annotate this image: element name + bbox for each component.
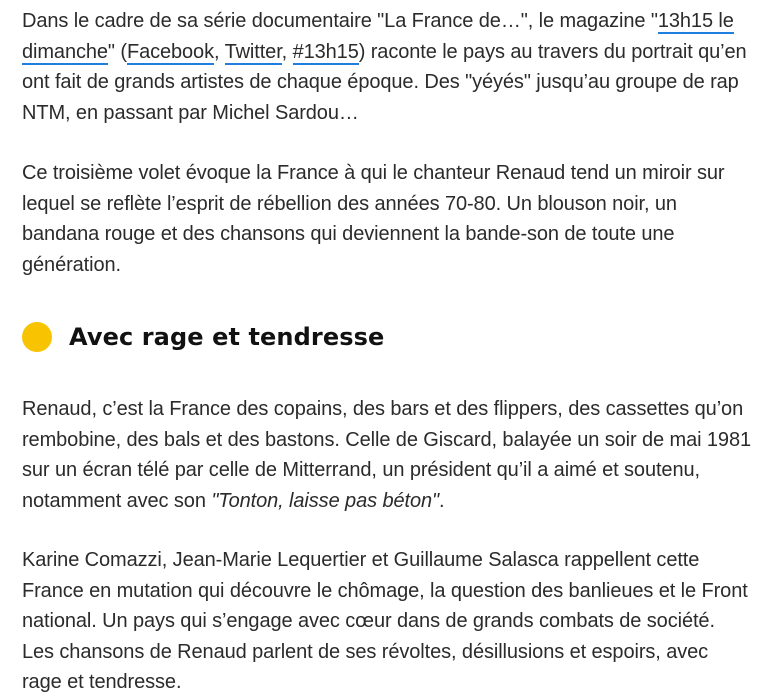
intro-paragraph: [22, 6, 752, 128]
intro-text-5: ) raconte le pays au travers du portrait qu’en ont fait de grands artistes de chaque époque. Des "yéyés" jusqu’au groupe de rap NTM, en passant par Michel Sardou…: [22, 40, 747, 124]
hashtag-link[interactable]: #13h15: [292, 40, 359, 63]
twitter-link[interactable]: Twitter: [224, 40, 282, 63]
paragraph-end: .: [439, 489, 445, 512]
intro-text-1: Dans le cadre de sa série documentaire "La France de…", le magazine ": [22, 10, 658, 32]
credits-paragraph: Karine Comazzi, Jean-Marie Lequertier et Guillaume Salasca rappellent cette France en mutation qui découvre le chômage, la question des banlieues et le Front national. Un pays qui s’engage avec cœur dans de grands combats de société. Les chansons de Renaud parlent de ses révoltes, désillusions et espoirs, avec rage et tendresse.: [22, 549, 748, 693]
intro-text-3: ,: [214, 40, 225, 63]
intro-text-4: ,: [281, 40, 293, 63]
intro-text-2: " (: [107, 40, 127, 63]
song-title: "Tonton, laisse pas béton": [211, 489, 439, 512]
section-heading: [22, 317, 752, 357]
section-title: Avec rage et tendresse: [69, 323, 385, 351]
facebook-link[interactable]: Facebook: [126, 40, 214, 63]
renaud-intro-paragraph: Ce troisième volet évoque la France à qui le chanteur Renaud tend un miroir sur lequel se reflète l’esprit de rébellion des années 70-80. Un blouson noir, un bandana rouge et des chansons qui deviennent la bande-son de toute une génération.: [22, 162, 725, 276]
paragraph-text: Renaud, c’est la France des copains, des bars et des flippers, des cassettes qu’on rembobine, des bals et des bastons. Celle de Giscard, balayée un soir de mai 1981 sur un écran télé par celle de Mitterrand, un président qu’il a aimé et soutenu, notamment avec son: [22, 398, 752, 512]
show-link[interactable]: 13h15 le dimanche: [22, 10, 734, 63]
article-body: [22, 6, 752, 698]
yellow-bullet-icon: [22, 322, 52, 352]
renaud-france-paragraph: [22, 394, 752, 516]
